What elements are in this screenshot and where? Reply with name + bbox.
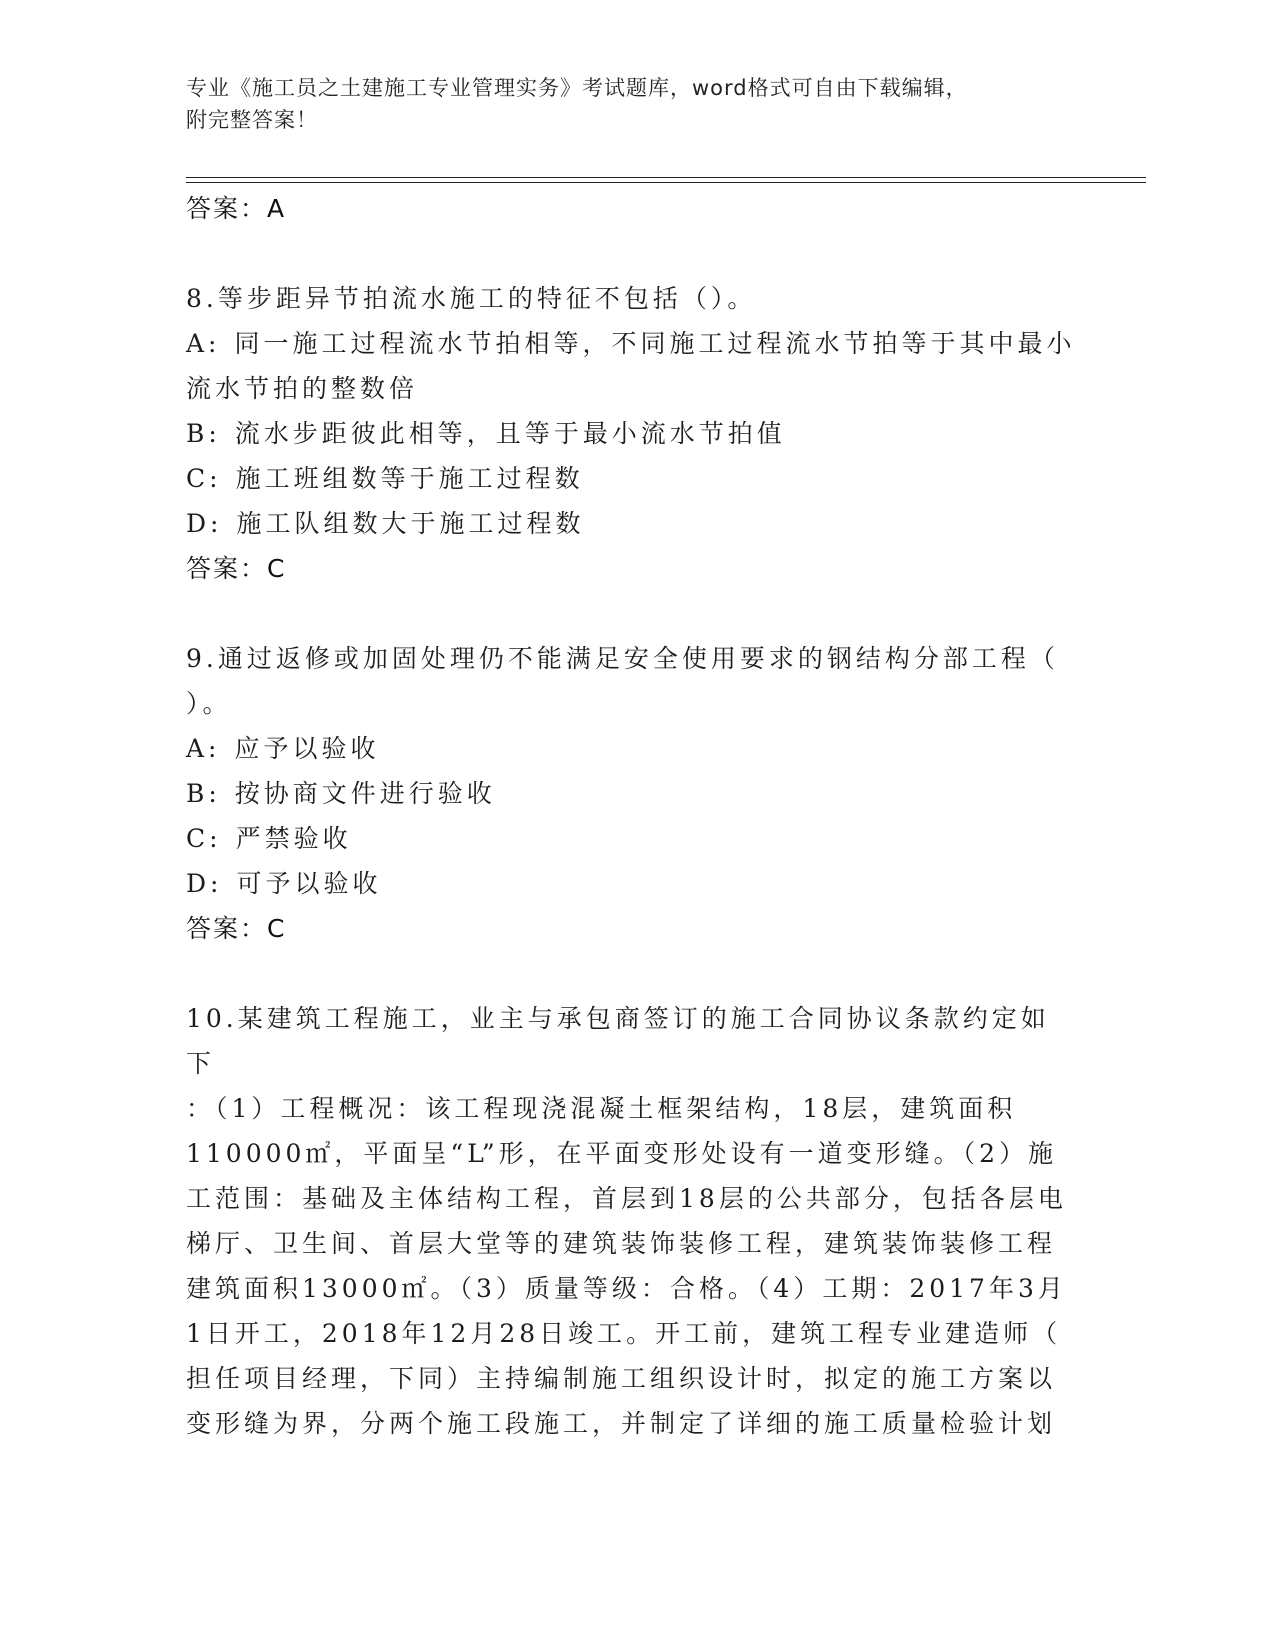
spacer bbox=[186, 591, 1076, 636]
option-text: 施工队组数大于施工过程数 bbox=[236, 509, 585, 538]
header-rule-top bbox=[186, 177, 1146, 178]
option-text: 应予以验收 bbox=[234, 734, 380, 763]
option-key: A: bbox=[186, 329, 221, 358]
document-body bbox=[186, 186, 1076, 1446]
option-text: 可予以验收 bbox=[236, 869, 382, 898]
option-text: 严禁验收 bbox=[235, 824, 352, 853]
option-text: 按协商文件进行验收 bbox=[234, 779, 496, 808]
option-b bbox=[186, 771, 1076, 816]
header-line-2: 附完整答案！ bbox=[186, 108, 318, 132]
question-text-line: 1日开工，2018年12月28日竣工。开工前，建筑工程专业建造师（ bbox=[186, 1319, 1062, 1348]
option-text: 流水步距彼此相等，且等于最小流水节拍值 bbox=[234, 419, 786, 448]
option-d bbox=[186, 861, 1076, 906]
option-a bbox=[186, 726, 1076, 771]
option-key: D: bbox=[186, 509, 223, 538]
question-stem-continuation: ）。 bbox=[186, 689, 232, 718]
question-10 bbox=[186, 996, 1076, 1446]
header-line-1: 专业《施工员之土建施工专业管理实务》考试题库，word格式可自由下载编辑， bbox=[186, 76, 968, 100]
option-d bbox=[186, 501, 1076, 546]
previous-answer: 答案：A bbox=[186, 194, 287, 223]
question-text-line: 担任项目经理，下同）主持编制施工组织设计时，拟定的施工方案以 bbox=[186, 1364, 1057, 1393]
option-key: A: bbox=[186, 734, 221, 763]
option-c bbox=[186, 816, 1076, 861]
spacer bbox=[186, 951, 1076, 996]
question-8 bbox=[186, 276, 1076, 591]
option-key: B: bbox=[186, 779, 221, 808]
option-key: C: bbox=[186, 824, 222, 853]
option-c bbox=[186, 456, 1076, 501]
option-key: B: bbox=[186, 419, 221, 448]
option-a-continuation: 流水节拍的整数倍 bbox=[186, 374, 419, 403]
header-rule-bottom bbox=[186, 182, 1146, 183]
spacer bbox=[186, 231, 1076, 276]
question-text-line: 10.某建筑工程施工，业主与承包商签订的施工合同协议条款约定如下 bbox=[186, 1004, 1050, 1078]
option-key: D: bbox=[186, 869, 223, 898]
question-9 bbox=[186, 636, 1076, 951]
question-text-line: 梯厅、卫生间、首层大堂等的建筑装饰装修工程，建筑装饰装修工程 bbox=[186, 1229, 1057, 1258]
document-header bbox=[186, 72, 1066, 136]
option-text: 同一施工过程流水节拍相等，不同施工过程流水节拍等于其中最小 bbox=[234, 329, 1076, 358]
option-key: C: bbox=[186, 464, 222, 493]
question-text-line: ：（1）工程概况：该工程现浇混凝土框架结构，18层，建筑面积 bbox=[186, 1094, 1017, 1123]
question-stem: 9.通过返修或加固处理仍不能满足安全使用要求的钢结构分部工程（ bbox=[186, 644, 1059, 673]
question-answer: 答案：C bbox=[186, 914, 287, 943]
question-text-line: 工范围：基础及主体结构工程，首层到18层的公共部分，包括各层电 bbox=[186, 1184, 1067, 1213]
option-text: 施工班组数等于施工过程数 bbox=[235, 464, 584, 493]
question-text-line: 建筑面积13000㎡。（3）质量等级：合格。（4）工期：2017年3月 bbox=[186, 1274, 1067, 1303]
option-b bbox=[186, 411, 1076, 456]
question-text-line: 110000㎡，平面呈“L”形，在平面变形处设有一道变形缝。（2）施 bbox=[186, 1139, 1058, 1168]
question-answer: 答案：C bbox=[186, 554, 287, 583]
option-a bbox=[186, 321, 1076, 366]
question-stem: 8.等步距异节拍流水施工的特征不包括（）。 bbox=[186, 284, 757, 313]
question-text-line: 变形缝为界，分两个施工段施工，并制定了详细的施工质量检验计划 bbox=[186, 1409, 1057, 1438]
